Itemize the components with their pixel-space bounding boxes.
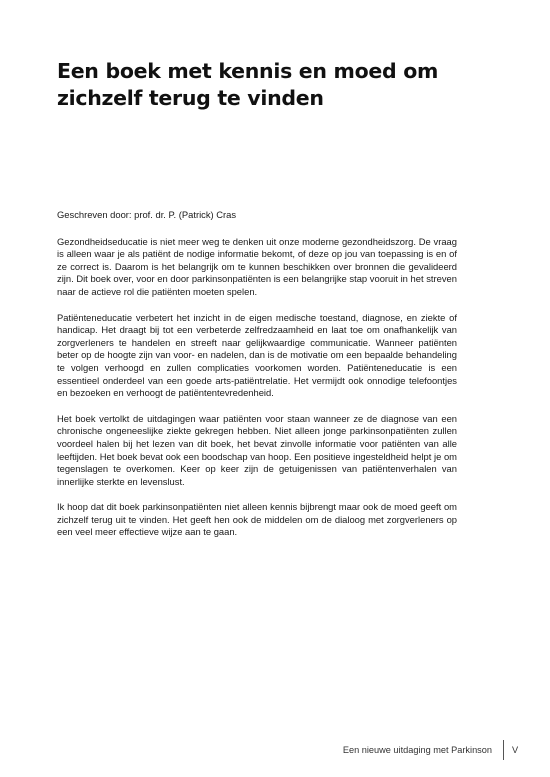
chapter-title: Een boek met kennis en moed om zichzelf terug te vinden [57, 59, 439, 110]
page-number: V [512, 745, 519, 755]
page-footer [0, 740, 550, 760]
paragraph-4: Ik hoop dat dit boek parkinsonpatiënten niet alleen kennis bijbrengt maar ook de moed geeft om zichzelf terug uit te vinden. Het geeft hen ook de middelen om de dialoog met zorgverleners op een veel meer effectieve wijze aan te gaan. [57, 501, 457, 538]
paragraph-1: Gezondheidseducatie is niet meer weg te denken uit onze moderne gezondheidszorg. De vraag is alleen waar je als patiënt de nodige informatie bekomt, of deze op jou van toepassing is en of ze correct is. Daarom is het belangrijk om te kunnen beschikken over bronnen die gevalideerd zijn. Dit boek over, voor en door parkinsonpatiënten is een belangrijke stap vooruit in het streven naar de actieve rol die patiënten moeten spelen. [57, 235, 457, 297]
paragraph-2: Patiënteneducatie verbetert het inzicht in de eigen medische toestand, diagnose, en ziekte of handicap. Het draagt bij tot een verbeterde zelfredzaamheid en laat toe om onafhankelijk van zorgverleners te handelen en streeft naar gelijkwaardige communicatie. Wanneer patiënten beter op de hoogte zijn van voor- en nadelen, dan is de motivatie om een bepaalde behandeling te volgen verhoogd en zullen complicaties voorkomen worden. Patiënteneducatie is een essentieel onderdeel van een goede arts-patiëntrelatie. Het vermijdt ook onnodige telefoontjes en bezoeken en verhoogt de patiëntentevredenheid. [57, 311, 457, 399]
author-line: Geschreven door: prof. dr. P. (Patrick) Cras [57, 209, 237, 220]
body-text [57, 209, 457, 552]
paragraph-3: Het boek vertolkt de uitdagingen waar patiënten voor staan wanneer ze de diagnose van een chronische ongeneeslijke ziekte gekregen hebben. Niet alleen jonge parkinsonpatiënten zullen voordeel halen bij het lezen van dit boek, het bevat zinvolle informatie voor patiënten van alle leeftijden. Het boek bevat ook een boodschap van hoop. Een positieve ingesteldheid helpt je om tegenslagen te overkomen. Keer op keer zijn de getuigenissen van patiëntenverhalen van innerlijke sterkte en levenslust. [57, 412, 457, 487]
footer-divider [503, 740, 504, 760]
running-title: Een nieuwe uitdaging met Parkinson [342, 745, 492, 755]
